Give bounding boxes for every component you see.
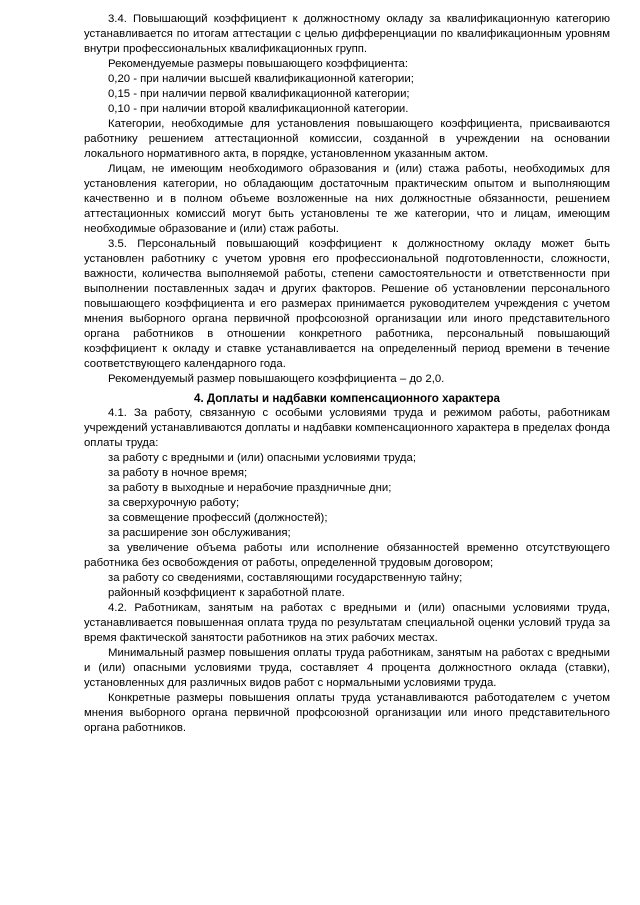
paragraph-categories: Категории, необходимые для установления повышающего коэффициента, присваиваются работнику решением аттестационной комиссии, созданной в учреждении на основании локального нормативного акта, в порядке, установленном указанным актом. [84,118,610,160]
coefficient-highest-category: 0,20 - при наличии высшей квалификационной категории; [108,73,414,85]
coefficient-second-category: 0,10 - при наличии второй квалификационной категории. [108,103,409,115]
paragraph-4-1: 4.1. За работу, связанную с особыми условиями труда и режимом работы, работникам учреждений устанавливаются доплаты и надбавки компенсационного характера в пределах фонда оплаты труда: [84,407,610,449]
paragraph-4-2: 4.2. Работникам, занятым на работах с вредными и (или) опасными условиями труда, устанавливается повышенная оплата труда по результатам специальной оценки условий труда за время фактической занятости работников на этих рабочих местах. [84,602,610,644]
list-item: за расширение зон обслуживания; [108,527,291,539]
paragraph-3-5: 3.5. Персональный повышающий коэффициент к должностному окладу может быть установлен работнику с учетом уровня его профессиональной подготовленности, сложности, важности, количества выполняемой работы, степени самостоятельности и ответственности при выполнении поставленных задач и других факторов. Решение об установлении персонального повышающего коэффициента и его размерах принимается руководителем учреждения с учетом мнения выборного органа первичной профсоюзной организации или иного представительного органа работников в отношении конкретного работника, персональный повышающий коэффициент к окладу и ставке устанавливается на определенный период времени в течение соответствующего календарного года. [84,238,610,370]
document-page [84,12,610,736]
list-item: за работу с вредными и (или) опасными условиями труда; [108,452,416,464]
list-item: за работу со сведениями, составляющими государственную тайну; [108,572,463,584]
recommended-coefficient-size: Рекомендуемый размер повышающего коэффициента – до 2,0. [108,373,445,385]
list-item: за увеличение объема работы или исполнение обязанностей временно отсутствующего работника без освобождения от работы, определенной трудовым договором; [84,542,610,569]
paragraph-3-4: 3.4. Повышающий коэффициент к должностному окладу за квалификационную категорию устанавливается по итогам аттестации с целью дифференциации по квалификационным уровням внутри профессиональных квалификационных групп. [84,13,610,55]
recommended-sizes-intro: Рекомендуемые размеры повышающего коэффициента: [108,58,408,70]
list-item: за работу в ночное время; [108,467,248,479]
list-item: за работу в выходные и нерабочие праздничные дни; [108,482,392,494]
paragraph-specific-increase: Конкретные размеры повышения оплаты труда устанавливаются работодателем с учетом мнения выборного органа первичной профсоюзной организации или иного представительного органа работников. [84,692,610,734]
paragraph-persons-without-education: Лицам, не имеющим необходимого образования и (или) стажа работы, необходимых для установления категории, но обладающим достаточным практическим опытом и выполняющим качественно и в полном объеме возложенные на них должностные обязанности, решением аттестационных комиссий могут быть установлены те же категории, что и лицам, имеющим необходимые образование и (или) стаж работы. [84,163,610,235]
list-item: за сверхурочную работу; [108,497,240,509]
coefficient-first-category: 0,15 - при наличии первой квалификационной категории; [108,88,410,100]
paragraph-minimum-increase: Минимальный размер повышения оплаты труда работникам, занятым на работах с вредными и (или) опасными условиями труда, составляет 4 процента должностного оклада (ставки), установленных для различных видов работ с нормальными условиями труда. [84,647,610,689]
list-item: за совмещение профессий (должностей); [108,512,328,524]
section-4-title: 4. Доплаты и надбавки компенсационного характера [194,392,500,405]
list-item: районный коэффициент к заработной плате. [108,587,345,599]
